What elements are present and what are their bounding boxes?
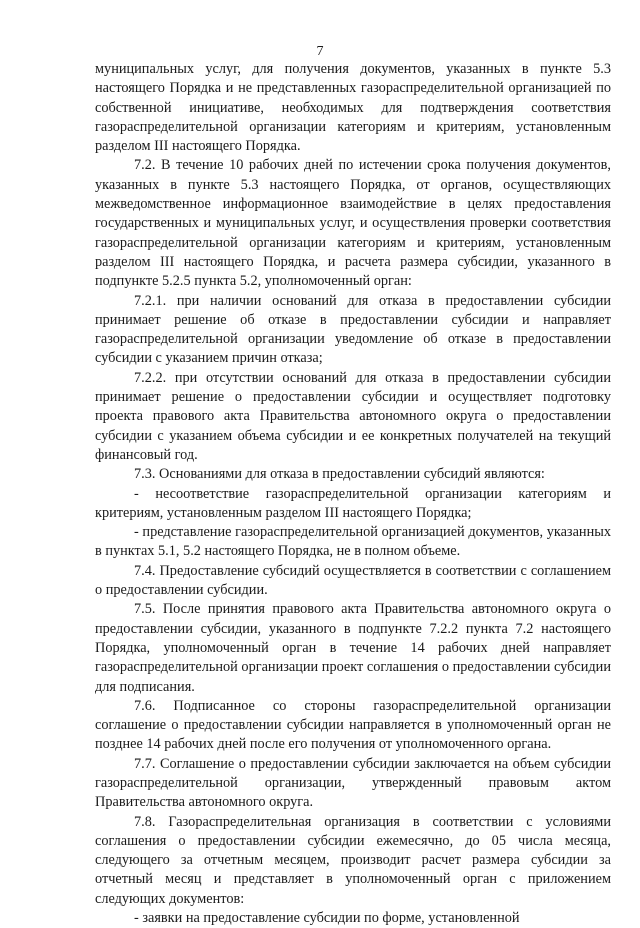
paragraph-7-6: 7.6. Подписанное со стороны газораспределительной организации соглашение о предоставлении субсидии направляется в уполномоченный орган не позднее 14 рабочих дней после его получения от уполномоченного органа. [95,697,611,753]
list-item-refusal-2: - представление газораспределительной организацией документов, указанных в пунктах 5.1, 5.2 настоящего Порядка, не в полном объеме. [95,524,611,560]
paragraph-7-3: 7.3. Основаниями для отказа в предоставлении субсидий являются: [134,466,545,483]
paragraph-7-5: 7.5. После принятия правового акта Правительства автономного округа о предоставлении субсидии, указанного в подпункте 7.2.2 пункта 7.2 настоящего Порядка, уполномоченный орган в течение 14 рабочих дней направляет газораспределительной организации проект соглашения о предоставлении субсидии для подписания. [95,601,611,695]
paragraph-7-8: 7.8. Газораспределительная организация в соответствии с условиями соглашения о предоставлении субсидии ежемесячно, до 05 числа месяца, следующего за отчетным месяцем, производит расчет размера субсидии за отчетный месяц и представляет в уполномоченный орган с приложением следующих документов: [95,813,611,907]
paragraph-7-2-1: 7.2.1. при наличии оснований для отказа в предоставлении субсидии принимает решение об отказе в предоставлении субсидии и направляет газораспределительной организации уведомление об отказе в предоставлении субсидии с указанием причин отказа; [95,292,611,367]
document-body [95,60,611,928]
list-item-documents-1: - заявки на предоставление субсидии по форме, установленной [134,910,520,927]
paragraph-continuation: муниципальных услуг, для получения документов, указанных в пункте 5.3 настоящего Порядка и не представленных газораспределительной организацией по собственной инициативе, необходимых для подтверждения соответствия газораспределительной организации категориям и критериям, установленным разделом III настоящего Порядка. [95,61,611,155]
paragraph-7-2: 7.2. В течение 10 рабочих дней по истечении срока получения документов, указанных в пункте 5.3 настоящего Порядка, от органов, осуществляющих межведомственное информационное взаимодействие в целях предоставления государственных и муниципальных услуг, и осуществления проверки соответствия газораспределительной организации категориям и критериям, установленным разделом III настоящего Порядка, и расчета размера субсидии, указанного в подпункте 5.2.5 пункта 5.2, уполномоченный орган: [95,157,611,290]
list-item-refusal-1: - несоответствие газораспределительной организации категориям и критериям, установленным разделом III настоящего Порядка; [95,485,611,521]
paragraph-7-2-2: 7.2.2. при отсутствии оснований для отказа в предоставлении субсидии принимает решение о предоставлении субсидии и осуществляет подготовку проекта правового акта Правительства автономного округа о предоставлении субсидии с указанием объема субсидии и ее конкретных получателей на текущий финансовый год. [95,369,611,463]
page-number: 7 [316,44,324,59]
paragraph-7-4: 7.4. Предоставление субсидий осуществляется в соответствии с соглашением о предоставлении субсидии. [95,562,611,599]
paragraph-7-7: 7.7. Соглашение о предоставлении субсидии заключается на объем субсидии газораспределительной организации, утвержденный правовым актом Правительства автономного округа. [95,755,611,811]
